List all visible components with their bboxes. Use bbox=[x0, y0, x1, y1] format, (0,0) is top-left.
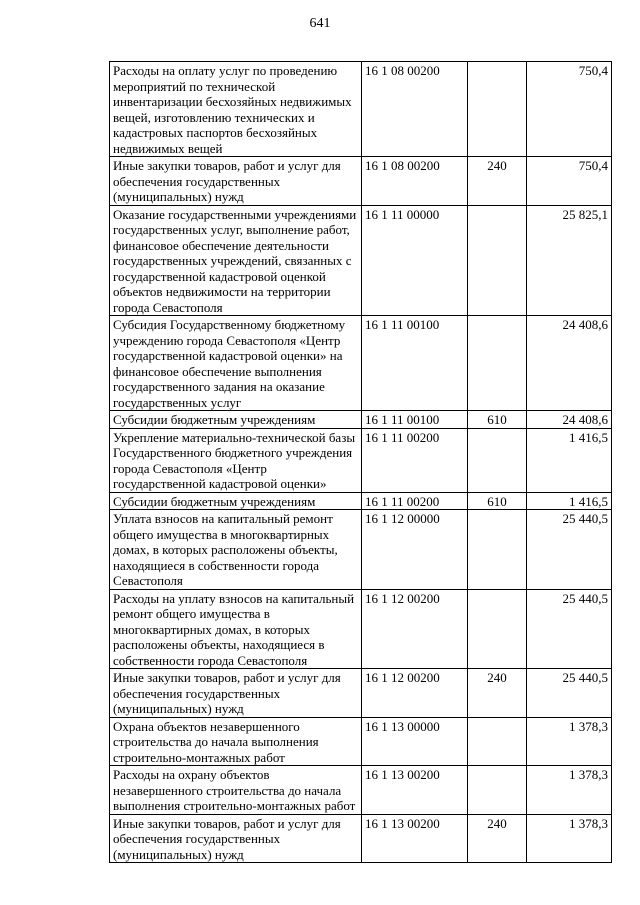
item-name: Расходы на оплату услуг по проведению мероприятий по технической инвентаризации бесхозяйных недвижимых вещей, изготовлению технических и кадастровых паспортов бесхозяйных недвижимых вещей bbox=[110, 62, 362, 157]
item-name: Иные закупки товаров, работ и услуг для обеспечения государственных (муниципальных) нужд bbox=[110, 669, 362, 718]
target-code: 16 1 08 00200 bbox=[362, 157, 468, 206]
target-code: 16 1 11 00200 bbox=[362, 428, 468, 492]
expense-type: 610 bbox=[468, 492, 527, 510]
expense-type bbox=[468, 316, 527, 411]
item-name: Иные закупки товаров, работ и услуг для обеспечения государственных (муниципальных) нужд bbox=[110, 814, 362, 863]
target-code: 16 1 11 00200 bbox=[362, 492, 468, 510]
budget-table bbox=[109, 61, 612, 863]
target-code: 16 1 12 00000 bbox=[362, 510, 468, 590]
table-row bbox=[110, 411, 612, 429]
table-row bbox=[110, 205, 612, 316]
expense-type: 610 bbox=[468, 411, 527, 429]
target-code: 16 1 13 00000 bbox=[362, 717, 468, 766]
expense-type bbox=[468, 589, 527, 669]
budget-table-body bbox=[110, 62, 612, 863]
item-name: Укрепление материально-технической базы Государственного бюджетного учреждения города Севастополя «Центр государственной кадастровой оценки» bbox=[110, 428, 362, 492]
table-row bbox=[110, 492, 612, 510]
target-code: 16 1 13 00200 bbox=[362, 814, 468, 863]
item-name: Субсидия Государственному бюджетному учреждению города Севастополя «Центр государственной кадастровой оценки» на финансовое обеспечение выполнения государственного задания на оказание государственных услуг bbox=[110, 316, 362, 411]
target-code: 16 1 11 00100 bbox=[362, 316, 468, 411]
expense-type: 240 bbox=[468, 814, 527, 863]
table-row bbox=[110, 766, 612, 815]
table-row bbox=[110, 589, 612, 669]
item-name: Субсидии бюджетным учреждениям bbox=[110, 411, 362, 429]
amount: 1 416,5 bbox=[527, 428, 612, 492]
amount: 25 825,1 bbox=[527, 205, 612, 316]
item-name: Расходы на уплату взносов на капитальный ремонт общего имущества в многоквартирных домах, в которых расположены объекты, находящиеся в собственности города Севастополя bbox=[110, 589, 362, 669]
amount: 750,4 bbox=[527, 62, 612, 157]
expense-type bbox=[468, 205, 527, 316]
item-name: Охрана объектов незавершенного строительства до начала выполнения строительно-монтажных работ bbox=[110, 717, 362, 766]
table-row bbox=[110, 62, 612, 157]
target-code: 16 1 11 00000 bbox=[362, 205, 468, 316]
target-code: 16 1 12 00200 bbox=[362, 589, 468, 669]
target-code: 16 1 12 00200 bbox=[362, 669, 468, 718]
target-code: 16 1 11 00100 bbox=[362, 411, 468, 429]
item-name: Субсидии бюджетным учреждениям bbox=[110, 492, 362, 510]
item-name: Уплата взносов на капитальный ремонт общего имущества в многоквартирных домах, в которых расположены объекты, находящиеся в собственности города Севастополя bbox=[110, 510, 362, 590]
item-name: Иные закупки товаров, работ и услуг для обеспечения государственных (муниципальных) нужд bbox=[110, 157, 362, 206]
expense-type bbox=[468, 510, 527, 590]
target-code: 16 1 08 00200 bbox=[362, 62, 468, 157]
page-number: 641 bbox=[309, 16, 331, 31]
amount: 24 408,6 bbox=[527, 411, 612, 429]
expense-type: 240 bbox=[468, 669, 527, 718]
table-row bbox=[110, 669, 612, 718]
item-name: Оказание государственными учреждениями государственных услуг, выполнение работ, финансовое обеспечение деятельности государственных учреждений, связанных с государственной кадастровой оценкой объектов недвижимости на территории города Севастополя bbox=[110, 205, 362, 316]
amount: 1 416,5 bbox=[527, 492, 612, 510]
table-row bbox=[110, 814, 612, 863]
amount: 1 378,3 bbox=[527, 814, 612, 863]
table-row bbox=[110, 157, 612, 206]
item-name: Расходы на охрану объектов незавершенного строительства до начала выполнения строительно-монтажных работ bbox=[110, 766, 362, 815]
expense-type bbox=[468, 62, 527, 157]
table-row bbox=[110, 510, 612, 590]
table-row bbox=[110, 717, 612, 766]
expense-type: 240 bbox=[468, 157, 527, 206]
amount: 1 378,3 bbox=[527, 766, 612, 815]
expense-type bbox=[468, 766, 527, 815]
table-row bbox=[110, 316, 612, 411]
amount: 1 378,3 bbox=[527, 717, 612, 766]
amount: 25 440,5 bbox=[527, 589, 612, 669]
expense-type bbox=[468, 717, 527, 766]
amount: 25 440,5 bbox=[527, 510, 612, 590]
amount: 24 408,6 bbox=[527, 316, 612, 411]
target-code: 16 1 13 00200 bbox=[362, 766, 468, 815]
amount: 750,4 bbox=[527, 157, 612, 206]
table-row bbox=[110, 428, 612, 492]
amount: 25 440,5 bbox=[527, 669, 612, 718]
expense-type bbox=[468, 428, 527, 492]
